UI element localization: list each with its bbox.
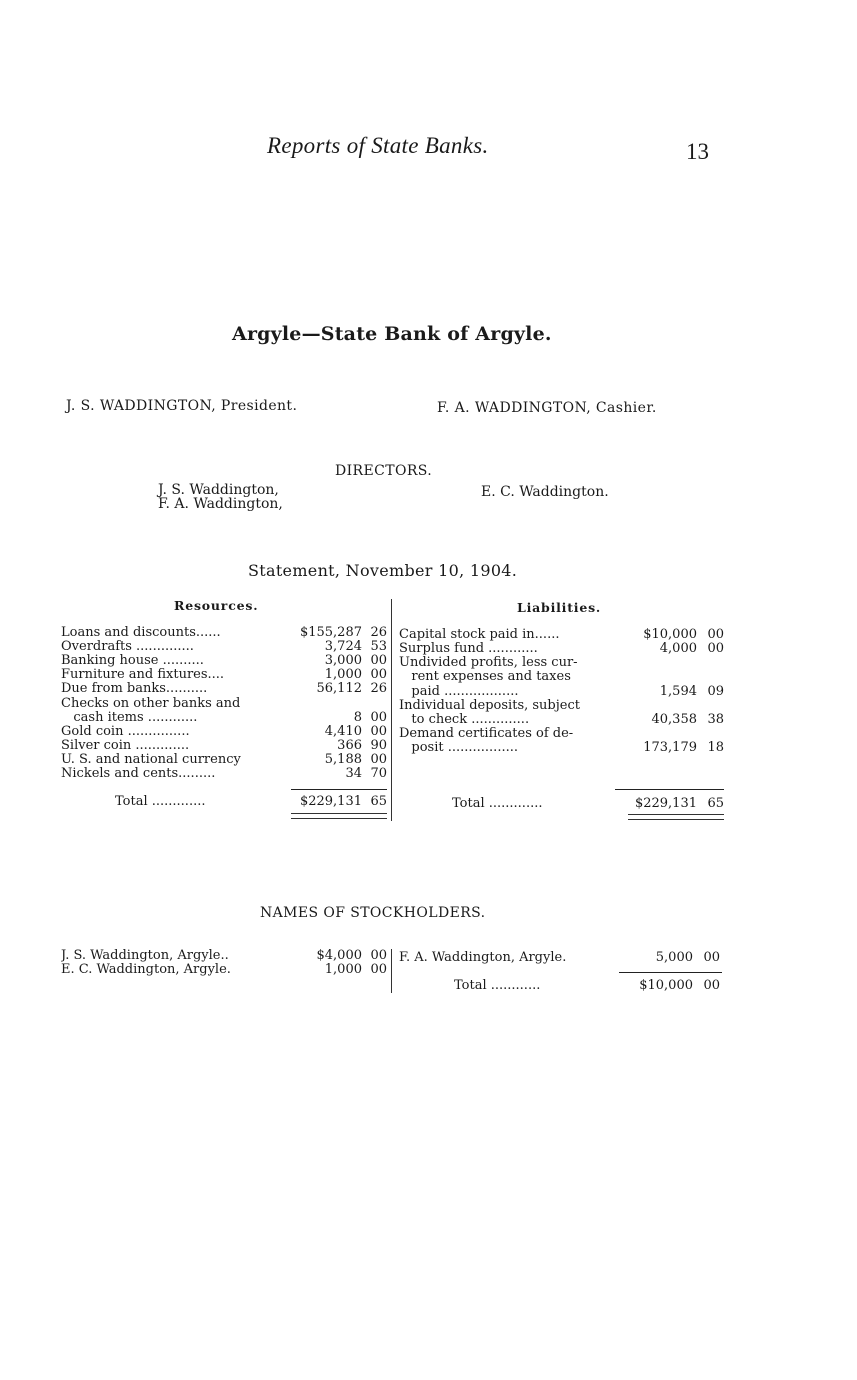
directors-heading: DIRECTORS. (335, 463, 433, 479)
row-label: Due from banks.......... (61, 682, 208, 696)
row-cents: 00 (370, 752, 387, 767)
stockholder-row (61, 963, 391, 977)
row-dollars: $155,287 (299, 625, 362, 640)
column-divider (391, 599, 392, 821)
table-row (399, 699, 726, 713)
total-label: Total ............. (115, 795, 206, 809)
director-name: F. A. Waddington, (158, 496, 283, 512)
table-row (399, 656, 726, 670)
table-row (61, 626, 391, 640)
stockholder-dollars: $4,000 (316, 948, 362, 963)
total-cents: 00 (703, 978, 720, 993)
page-number: 13 (686, 139, 709, 164)
total-label: Total ............ (454, 979, 541, 993)
row-cents: 26 (370, 681, 387, 696)
director-name: E. C. Waddington. (481, 484, 609, 500)
liabilities-heading: Liabilities. (517, 600, 602, 615)
director-name: J. S. Waddington, (158, 482, 279, 498)
row-label: Demand certificates of de- (399, 727, 574, 741)
table-row (399, 628, 726, 642)
row-dollars: 34 (345, 766, 362, 781)
row-label: Individual deposits, subject (399, 699, 580, 713)
row-dollars: 5,188 (324, 752, 362, 767)
statement-title: Statement, November 10, 1904. (248, 561, 518, 580)
resources-heading: Resources. (174, 598, 259, 613)
row-label: Capital stock paid in...... (399, 628, 560, 642)
row-label: Nickels and cents......... (61, 767, 216, 781)
row-label: cash items ............ (61, 711, 198, 725)
president-line: J. S. WADDINGTON, President. (66, 398, 298, 414)
stockholder-row (61, 949, 391, 963)
row-label: paid .................. (399, 685, 519, 699)
stockholder-dollars: 1,000 (324, 962, 362, 977)
row-cents: 09 (707, 684, 724, 699)
stockholder-name: J. S. Waddington, Argyle.. (61, 949, 229, 963)
total-dollars: $229,131 (299, 794, 362, 809)
stockholders-total-row (399, 979, 722, 993)
row-label: rent expenses and taxes (399, 670, 571, 684)
row-cents: 70 (370, 766, 387, 781)
row-dollars: 56,112 (316, 681, 362, 696)
table-row (61, 654, 391, 668)
row-cents: 00 (370, 710, 387, 725)
row-label: Silver coin ............. (61, 739, 190, 753)
row-dollars: $10,000 (643, 627, 697, 642)
total-rule (619, 972, 722, 973)
table-row (399, 685, 726, 699)
row-dollars: 8 (353, 710, 362, 725)
total-cents: 65 (370, 794, 387, 809)
row-cents: 26 (370, 625, 387, 640)
row-label: Checks on other banks and (61, 697, 241, 711)
stockholders-divider (391, 949, 392, 993)
table-row (61, 739, 391, 753)
total-label: Total ............. (452, 797, 543, 811)
table-row (399, 741, 726, 755)
stockholder-name: E. C. Waddington, Argyle. (61, 963, 231, 977)
row-cents: 00 (370, 653, 387, 668)
row-dollars: 1,000 (324, 667, 362, 682)
total-row (61, 795, 391, 809)
table-row (399, 642, 726, 656)
row-label: Overdrafts .............. (61, 640, 194, 654)
table-row (61, 711, 391, 725)
row-label: U. S. and national currency (61, 753, 241, 767)
running-title: Reports of State Banks. (267, 133, 489, 158)
table-row (61, 697, 391, 711)
row-cents: 00 (370, 667, 387, 682)
row-cents: 00 (370, 724, 387, 739)
stockholder-cents: 00 (370, 948, 387, 963)
table-row (61, 640, 391, 654)
total-cents: 65 (707, 796, 724, 811)
row-dollars: 3,724 (324, 639, 362, 654)
row-cents: 18 (707, 740, 724, 755)
row-label: Loans and discounts...... (61, 626, 221, 640)
row-dollars: 4,410 (324, 724, 362, 739)
table-row (61, 767, 391, 781)
bank-title: Argyle—State Bank of Argyle. (232, 323, 552, 345)
row-label: Surplus fund ............ (399, 642, 538, 656)
total-dollars: $229,131 (634, 796, 697, 811)
row-cents: 90 (370, 738, 387, 753)
table-row (61, 668, 391, 682)
row-dollars: 3,000 (324, 653, 362, 668)
row-dollars: 366 (337, 738, 362, 753)
table-row (61, 682, 391, 696)
row-cents: 38 (707, 712, 724, 727)
stockholder-row (399, 951, 722, 965)
row-dollars: 1,594 (659, 684, 697, 699)
stockholder-dollars: 5,000 (655, 950, 693, 965)
row-label: Gold coin ............... (61, 725, 190, 739)
row-cents: 00 (707, 641, 724, 656)
double-underline (291, 813, 387, 819)
row-label: Furniture and fixtures.... (61, 668, 225, 682)
table-row (61, 753, 391, 767)
cashier-line: F. A. WADDINGTON, Cashier. (437, 400, 657, 416)
row-dollars: 4,000 (659, 641, 697, 656)
table-row (399, 727, 726, 741)
row-label: Banking house .......... (61, 654, 204, 668)
total-rule (291, 789, 387, 790)
stockholder-name: F. A. Waddington, Argyle. (399, 951, 567, 965)
table-row (399, 713, 726, 727)
row-dollars: 40,358 (651, 712, 697, 727)
row-label: Undivided profits, less cur- (399, 656, 578, 670)
stockholder-cents: 00 (370, 962, 387, 977)
table-row (61, 725, 391, 739)
total-row (399, 797, 726, 811)
double-underline (628, 814, 724, 820)
table-row (399, 670, 726, 684)
stockholder-cents: 00 (703, 950, 720, 965)
total-rule (615, 789, 724, 790)
row-dollars: 173,179 (643, 740, 697, 755)
row-label: posit ................. (399, 741, 518, 755)
row-label: to check .............. (399, 713, 530, 727)
row-cents: 53 (370, 639, 387, 654)
row-cents: 00 (707, 627, 724, 642)
stockholders-heading: NAMES OF STOCKHOLDERS. (260, 905, 486, 921)
total-dollars: $10,000 (639, 978, 693, 993)
